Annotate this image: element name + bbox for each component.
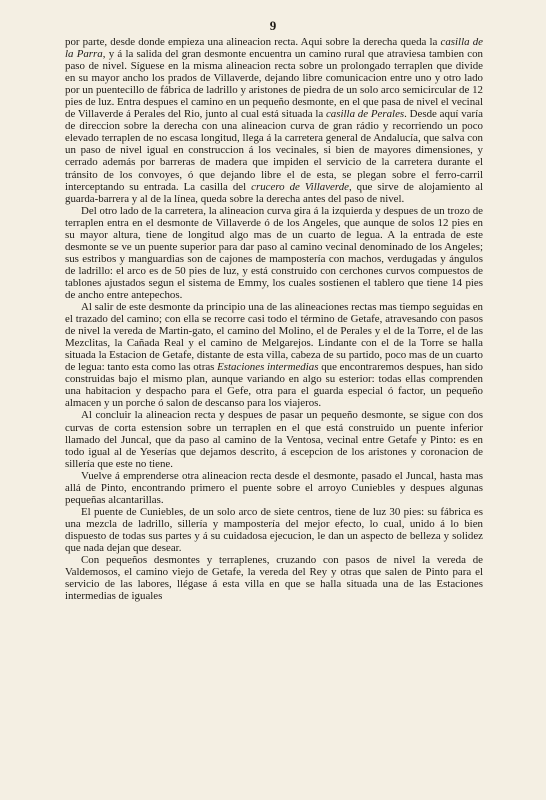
- text-run: , que sirve de alojamiento al guarda-barrera y al de la línea, queda sobre la derecha antes del paso de nivel.: [65, 180, 483, 205]
- body-text: [65, 36, 483, 602]
- paragraph: [65, 36, 483, 205]
- text-run: Vuelve á emprenderse otra alineacion recta desde el desmonte, pasado el Juncal, hasta mas allá de Pinto, encontrando primero el puente sobre el arroyo Cuniebles y despues algunas pequeñas alcantarillas.: [65, 469, 483, 506]
- italic-term: Estaciones intermedias: [217, 361, 319, 374]
- italic-term: crucero de Villaverde: [251, 180, 349, 193]
- italic-term: casilla de la Parra: [65, 36, 483, 61]
- page-number: 9: [269, 18, 277, 33]
- paragraph: [65, 506, 483, 554]
- text-run: que encontraremos despues, han sido construidas bajo el mismo plan, aunque variando en algo su esterior: todas ellas comprenden una habitacion y despacho para el Gefe, otra para el guarda especial ó factor, un pequeño almacen y un porche ó salon de descanso para los viajeros.: [65, 361, 483, 410]
- paragraph: [65, 205, 483, 301]
- text-run: Con pequeños desmontes y terraplenes, cruzando con pasos de nivel la vereda de Valdemosos, el camino viejo de Getafe, la vereda del Rey y otras que salen de Pinto para el servicio de las labores, llégase á esta villa en que se halla situada una de las Estaciones intermedias de iguales: [65, 554, 483, 603]
- paragraph: [65, 409, 483, 469]
- text-run: Al salir de este desmonte da principio una de las alineaciones rectas mas tiempo seguidas en el trazado del camino; con ella se recorre casi todo el término de Getafe, atravesando con pasos de nivel la vereda de Martin-gato, el camino del Molino, el de Perales y el de la Torre, el de las Mezclitas, la Cañada Real y el camino de Melgarejos. Lindante con el de la Torre se halla situada la Estacion de Getafe, distante de esta villa, cabeza de su partido, poco mas de un cuarto de legua: tanto esta como las otras: [65, 301, 483, 374]
- text-run: El puente de Cuniebles, de un solo arco de siete centros, tiene de luz 30 pies: su fábrica es una mezcla de ladrillo, sillería y mampostería del mejor efecto, lo cual, unido á lo bien dispuesto de todas sus partes y á su cuidadosa ejecucion, le dan un aspecto de belleza y solidez que nada dejan que desear.: [65, 505, 483, 554]
- text-run: Al concluir la alineacion recta y despues de pasar un pequeño desmonte, se sigue con dos curvas de corta estension sobre un terraplen en el que está construido un puente inferior llamado del Juncal, que da paso al camino de la Ventosa, vecinal entre Getafe y Pinto: es en todo igual al de Yeserías que dejamos descrito, á escepcion de los aristones y coronacion de sillería que este no tiene.: [65, 409, 483, 470]
- paragraph: [65, 470, 483, 506]
- text-run: por parte, desde donde empieza una alineacion recta. Aqui sobre la derecha queda la: [65, 36, 441, 48]
- italic-term: casilla de Perales: [325, 108, 405, 121]
- paragraph: [65, 554, 483, 602]
- text-run: , y á la salida del gran desmonte encuentra un camino rural que atraviesa tambien con paso de nivel. Síguese en la misma alineacion recta sobre un prolongado terraplen que divide en su mayor ancho los prados de Villaverde, dejando libre comunicacion entre uno y otro lado por un puentecillo de fábrica de ladrillo y aristones de piedra de un solo arco semicircular de 12 pies de luz. Entra despues el camino en un pequeño desmonte, en el que pasa de nivel el vecinal de Villaverde á Perales del Rio, junto al cual está situada la: [65, 48, 483, 121]
- text-run: Del otro lado de la carretera, la alineacion curva gira á la izquierda y despues de un trozo de terraplen entra en el desmonte de Villaverde ó de los Angeles, que aunque de solos 12 pies en su mayor altura, tiene de longitud algo mas de un cuarto de legua. A la entrada de este desmonte se ve un puente superior para dar paso al camino vecinal denominado de los Angeles; sus estribos y manguardias son de cajones de mampostería con machos, verdugadas y ángulos de ladrillo: el arco es de 50 pies de luz, y está construido con cerchones curvos compuestos de tablones ajustados segun el sistema de Emmy, los cuales sostienen el tablero que tiene 14 pies de ancho entre antepechos.: [65, 204, 483, 301]
- text-run: . Desde aquí varía de direccion sobre la derecha con una alineacion curva de gran rádio y recorriendo un poco elevado terraplen de no escasa longitud, llega á la carretera general de Andalucía, que salva con un paso de nivel igual en construccion á los vecinales, si bien de mayores dimensiones, y cerrado además por barreras de madera que impiden el servicio de la carretera durante el tránsito de los convoyes, ó que dejando libre el de esta, se plegan sobre el ferro-carril interceptando su entrada. La casilla del: [65, 108, 483, 193]
- paragraph: [65, 301, 483, 409]
